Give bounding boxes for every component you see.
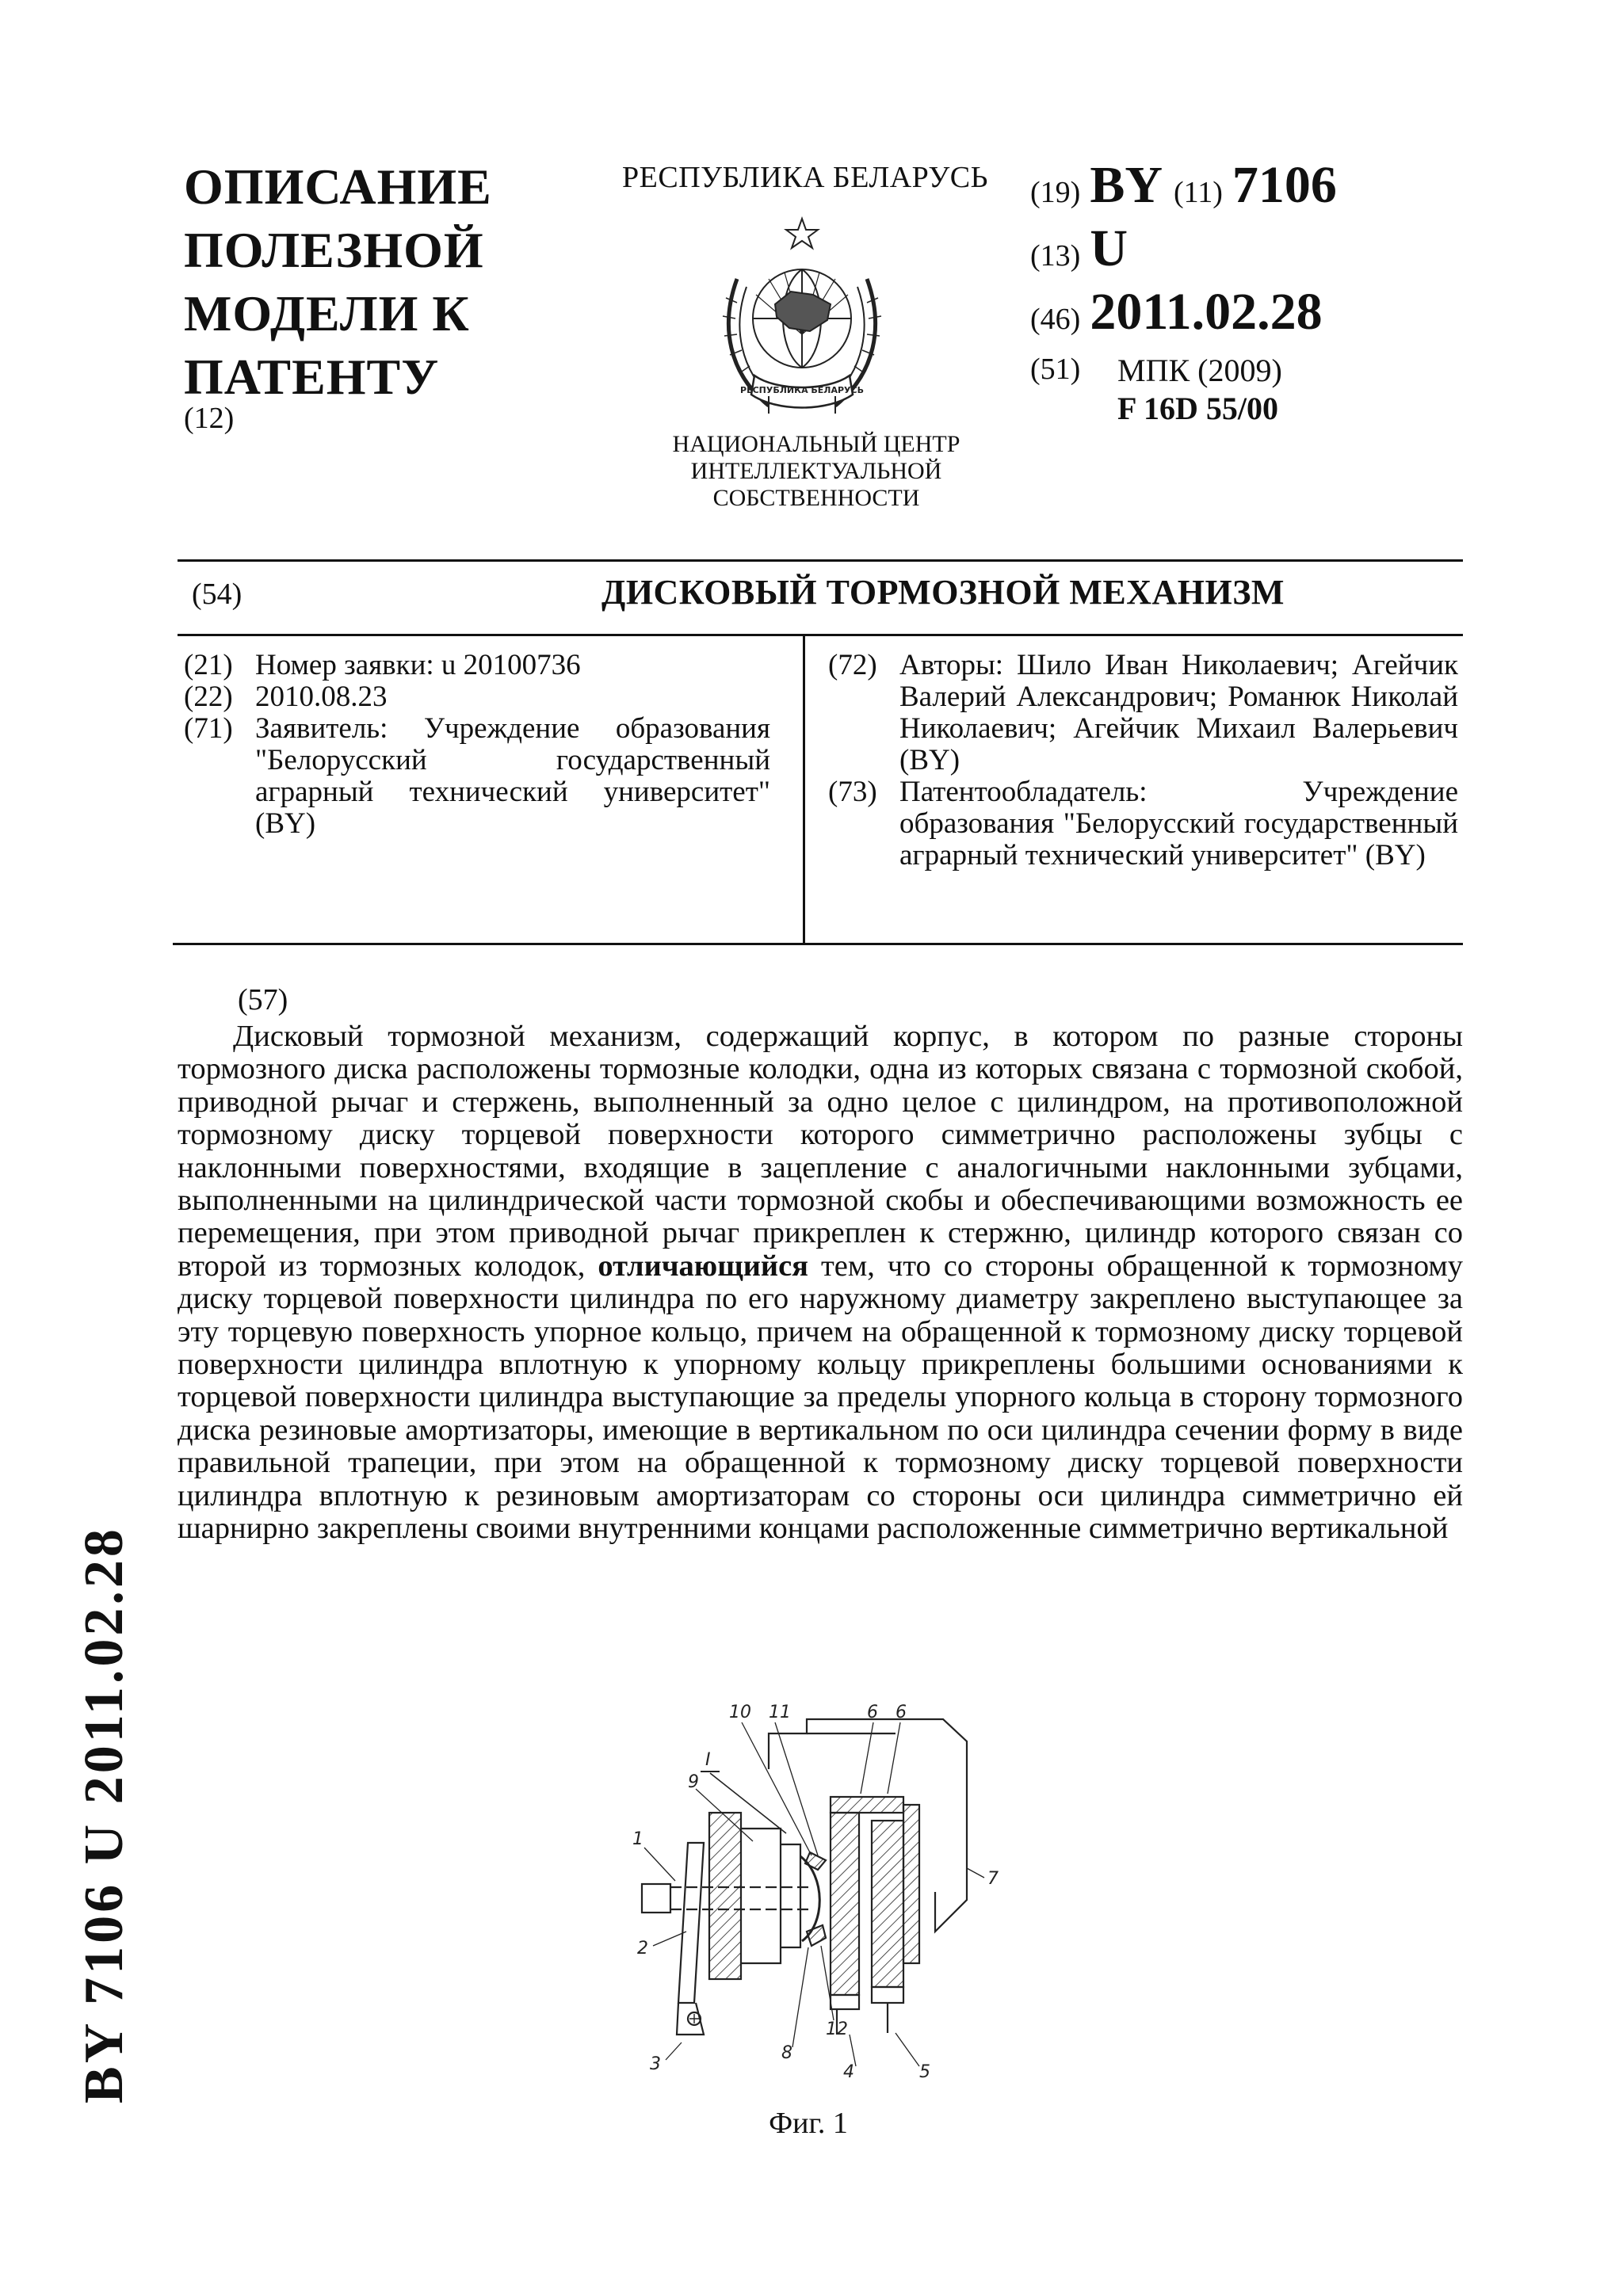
figure-1-drawing — [618, 1694, 1030, 2082]
code-19: (19) — [1030, 176, 1081, 209]
fig-label: 12 — [826, 2019, 848, 2039]
bib-entry-21 — [184, 650, 770, 681]
entry-text: Заявитель: Учреждение образования "Белорусский государственный аграрный технический университет" (BY) — [255, 712, 770, 840]
figure-labels — [632, 1703, 999, 2082]
bib-line-13 — [1030, 219, 1474, 282]
entry-code: (73) — [828, 776, 877, 808]
republic-name: РЕСПУБЛИКА БЕЛАРУСЬ — [622, 161, 988, 194]
code-46: (46) — [1030, 303, 1081, 336]
code-13: (13) — [1030, 239, 1081, 273]
bib-entry-73 — [828, 776, 1458, 871]
fig-label: 9 — [688, 1772, 699, 1792]
fig-label: 6 — [867, 1703, 878, 1722]
fig-label: 1 — [632, 1829, 643, 1849]
entry-text: Номер заявки: u 20100736 — [255, 649, 581, 681]
doc-title-line: ОПИСАНИЕ — [184, 158, 492, 215]
abstract-text-part: тем, что со стороны обращенной к тормозному диску торцевой поверхности цилиндра по его наружному диаметру закреплено выступающее за эту торцевую поверхность упорное кольцо, причем на обращенной к тормозному диску торцевой поверхности цилиндра вплотную к упорному кольцу прикреплены большими основаниями к торцевой поверхности цилиндра выступающие за пределы упорного кольца в сторону тормозного диска резиновые амортизаторы, имеющие в вертикальном по оси цилиндра сечении форму в виде правильной трапеции, при этом на обращенной к тормозному диску торцевой поверхности цилиндра вплотную к резиновым амортизаторам со стороны оси цилиндра симметрично ей шарнирно закреплены своими внутренними концами расположенные симметрично вертикальной — [178, 1249, 1464, 1546]
rule-bib-bottom — [173, 943, 1463, 945]
fig-label: 11 — [769, 1703, 791, 1722]
ipc-label: МПК (2009) — [1117, 353, 1282, 388]
abstract-keyword: отличающийся — [598, 1249, 809, 1283]
utility-model-title: ДИСКОВЫЙ ТОРМОЗНОЙ МЕХАНИЗМ — [601, 573, 1285, 612]
fig-label: 5 — [919, 2062, 930, 2082]
figure-caption: Фиг. 1 — [769, 2107, 848, 2140]
ipc-class: F 16D 55/00 — [1117, 391, 1278, 426]
bib-line-19-11 — [1030, 155, 1474, 219]
fig-label: 3 — [650, 2054, 661, 2074]
bib-right-column — [828, 650, 1458, 871]
doc-title-line: ПАТЕНТУ — [184, 349, 440, 405]
fig-label: 4 — [843, 2062, 854, 2082]
bib-left-column — [184, 650, 770, 840]
entry-code: (21) — [184, 649, 233, 681]
document-type-title — [184, 155, 533, 409]
office-name — [658, 431, 975, 512]
fig-label: 7 — [987, 1869, 999, 1889]
entry-text: Патентообладатель: Учреждение образования "Белорусский государственный аграрный технический университет" (BY) — [899, 776, 1458, 871]
entry-code: (72) — [828, 649, 877, 681]
emblem-ribbon-text: РЕСПУБЛИКА БЕЛАРУСЬ — [740, 385, 864, 395]
code-12: (12) — [184, 402, 235, 435]
ipc — [1117, 352, 1282, 428]
fig-label: I — [705, 1750, 711, 1770]
bib-entry-72 — [828, 650, 1458, 776]
entry-text: 2010.08.23 — [255, 681, 388, 713]
fig-label: 8 — [781, 2043, 792, 2063]
entry-code: (22) — [184, 681, 233, 713]
abstract-text-part: Дисковый тормозной механизм, содержащий корпус, в котором по разные стороны тормозного диска расположены тормозные колодки, одна из которых связана с тормозной скобой, приводной рычаг и стержень, выполненный за одно целое с цилиндром, на противоположной тормозному диску торцевой поверхности которого симметрично расположены зубцы с наклонными поверхностями, входящие в зацепление с аналогичными наклонными зубцами, выполненными на цилиндрической части тормозной скобы и обеспечивающими возможность ее перемещения, при этом приводной рычаг прикреплен к стержню, цилиндр которого связан со второй из тормозных колодок, — [178, 1020, 1463, 1283]
fig-label: 6 — [896, 1703, 907, 1722]
publication-date: 2011.02.28 — [1090, 283, 1323, 341]
doc-title-line: МОДЕЛИ К — [184, 285, 470, 341]
side-stamp: BY 7106 U 2011.02.28 — [74, 1526, 135, 2103]
bibliographic-data — [1030, 155, 1474, 428]
entry-code: (71) — [184, 712, 233, 745]
code-51: (51) — [1030, 353, 1081, 386]
doc-title-line: ПОЛЕЗНОЙ — [184, 222, 484, 278]
country-code: BY — [1090, 156, 1163, 214]
bib-entry-71 — [184, 713, 770, 840]
rule-column-divider — [803, 634, 805, 943]
code-11: (11) — [1174, 176, 1223, 209]
abstract-paragraph — [178, 1020, 1463, 1546]
bib-entry-22 — [184, 681, 770, 713]
kind-code: U — [1090, 219, 1128, 277]
fig-label: 2 — [637, 1939, 648, 1958]
bib-line-51 — [1030, 352, 1474, 428]
patent-number: 7106 — [1232, 156, 1337, 214]
office-line: СОБСТВЕННОСТИ — [712, 485, 920, 511]
rule-top — [178, 559, 1463, 562]
code-57: (57) — [238, 983, 288, 1016]
office-line: ИНТЕЛЛЕКТУАЛЬНОЙ — [690, 458, 942, 484]
bib-line-46 — [1030, 282, 1474, 345]
state-emblem-icon — [713, 215, 891, 423]
rule-title-bottom — [178, 634, 1463, 636]
entry-text: Авторы: Шило Иван Николаевич; Агейчик Валерий Александрович; Романюк Николай Николаевич; Агейчик Михаил Валерьевич (BY) — [899, 649, 1458, 776]
code-54: (54) — [192, 578, 242, 611]
fig-label: 10 — [729, 1703, 751, 1722]
office-line: НАЦИОНАЛЬНЫЙ ЦЕНТР — [672, 431, 960, 457]
